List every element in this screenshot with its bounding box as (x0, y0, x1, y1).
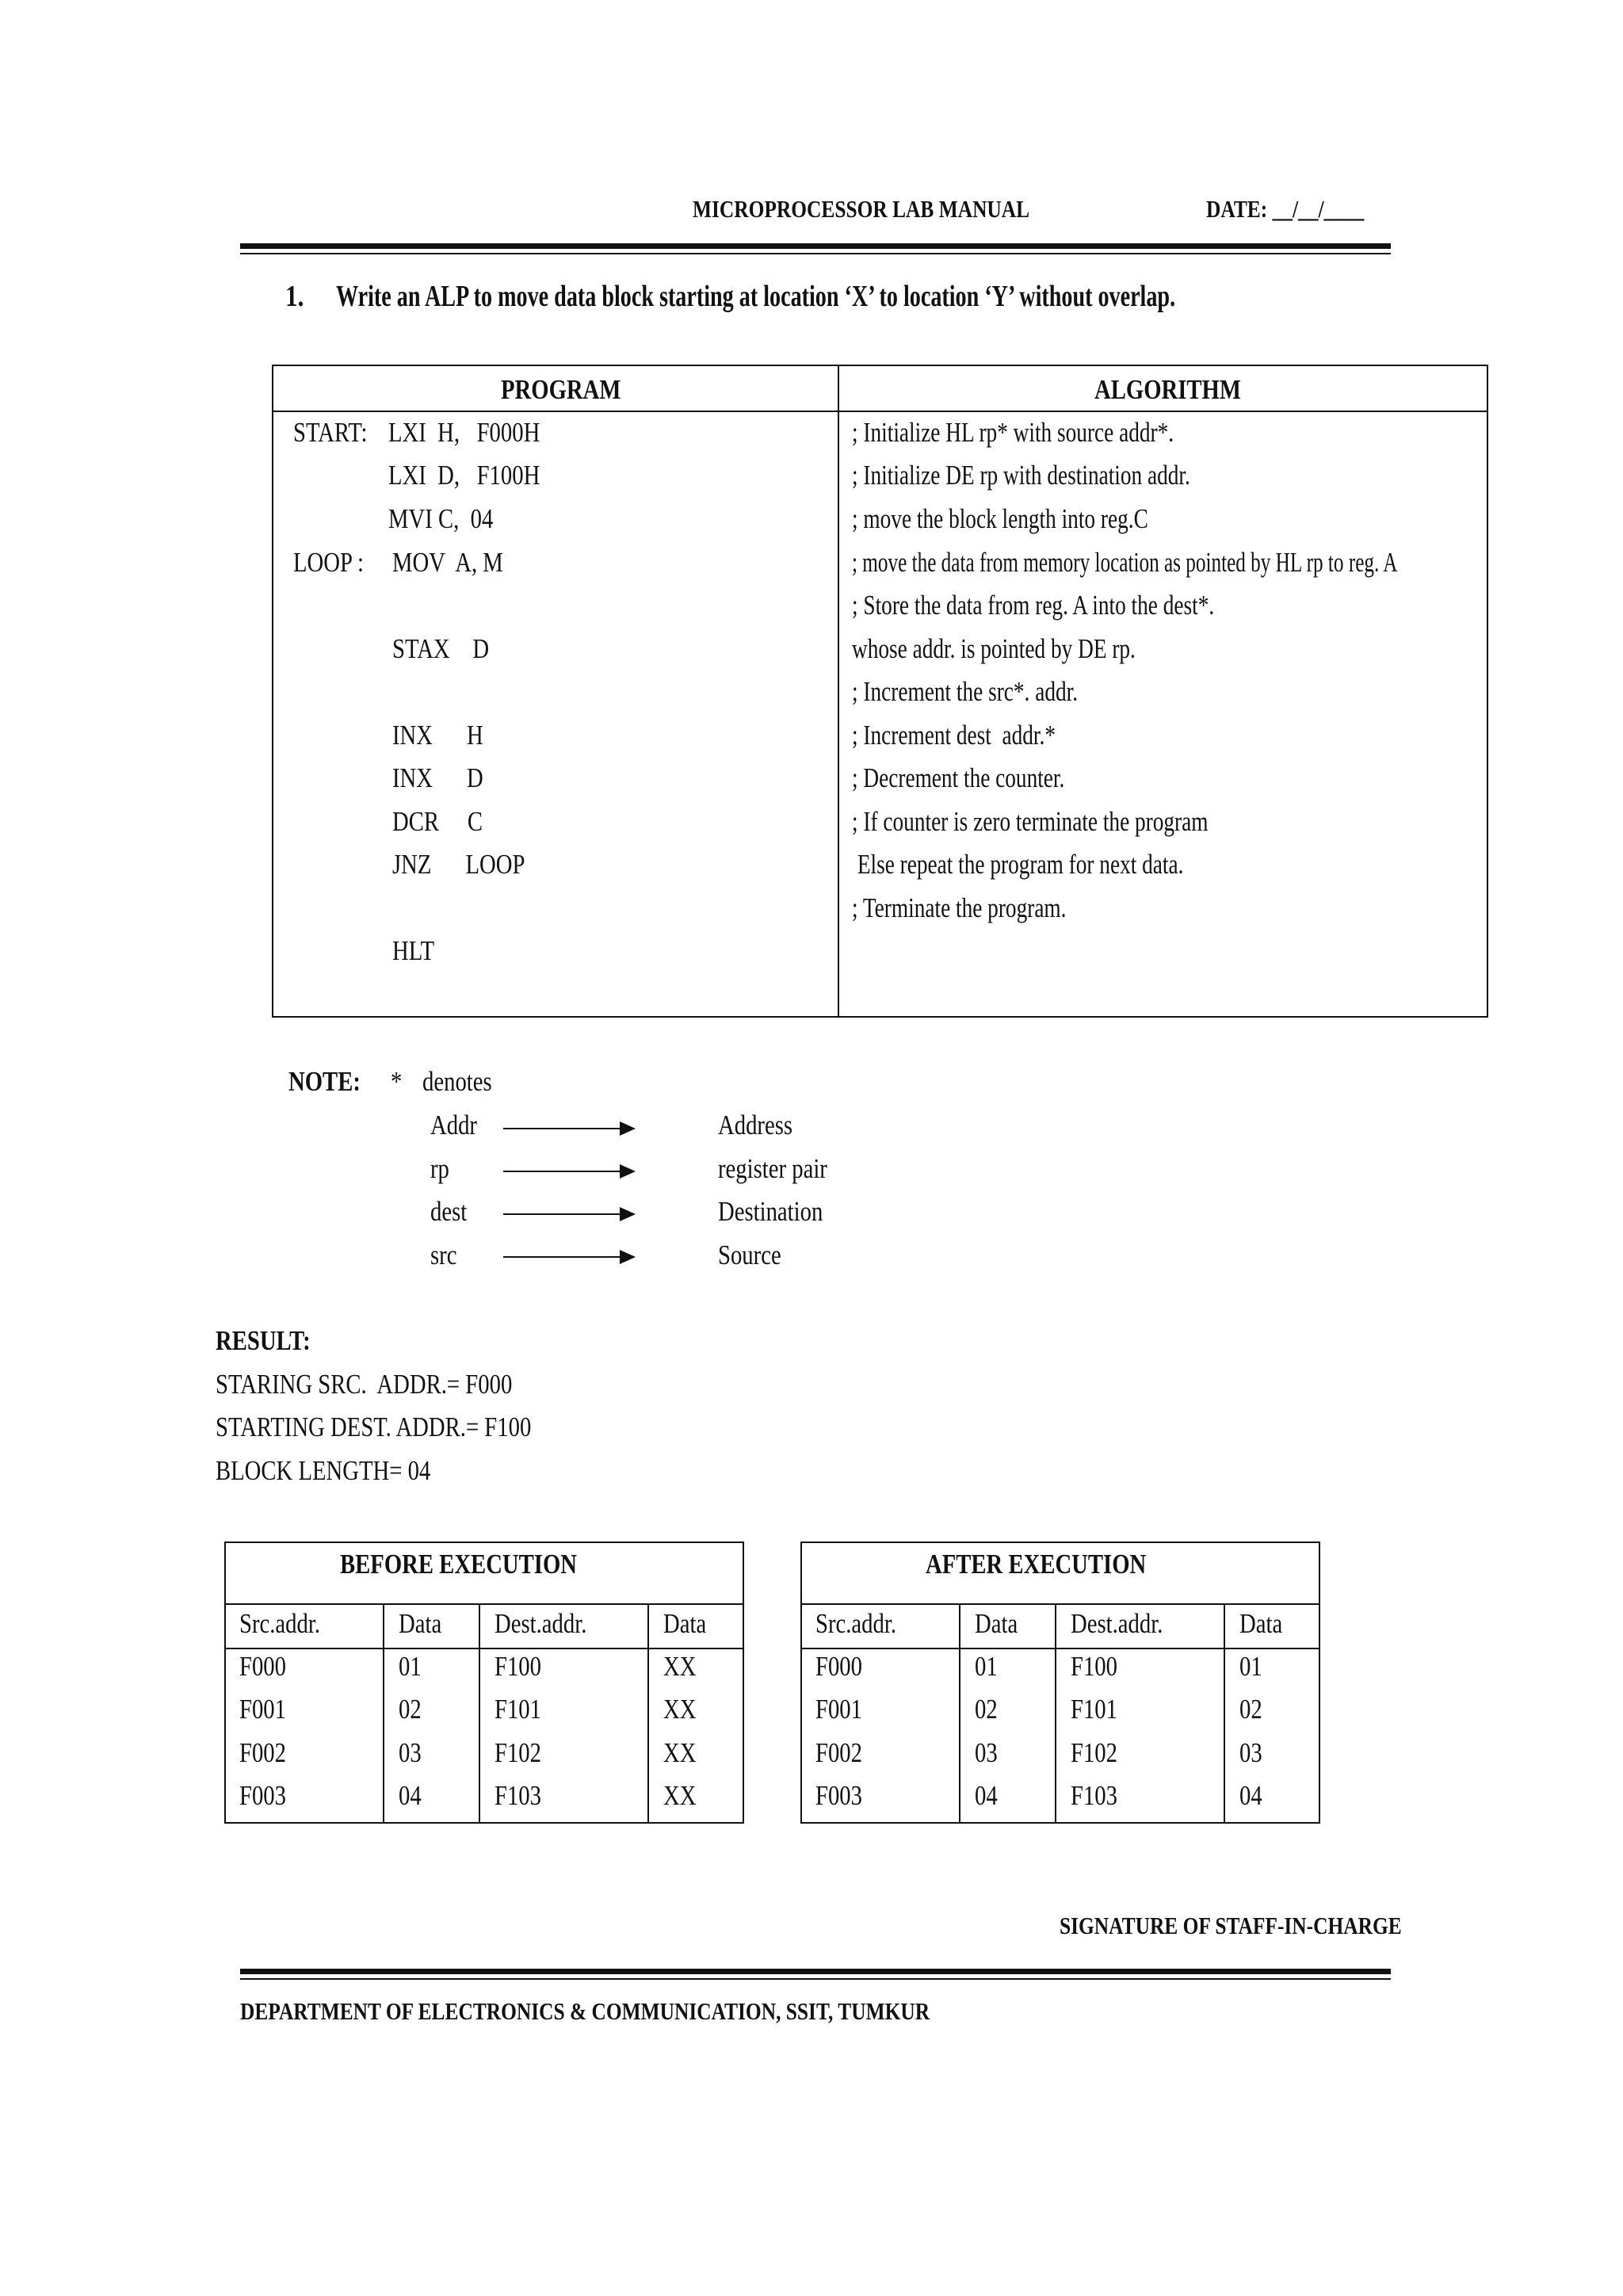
table-cell: 04 (1239, 1780, 1262, 1811)
note-star: * (391, 1066, 403, 1097)
algorithm-line: ; move the block length into reg.C (852, 503, 1148, 534)
date-field: DATE: __/__/____ (1206, 195, 1365, 223)
table-column-divider (838, 366, 839, 1016)
table-cell: XX (663, 1780, 697, 1811)
table-cell: F100 (495, 1651, 542, 1682)
table-cell: F003 (239, 1780, 287, 1811)
column-header-rule (226, 1648, 743, 1649)
header-title: MICROPROCESSOR LAB MANUAL (693, 195, 1030, 223)
question-text: Write an ALP to move data block starting at location ‘X’ to location ‘Y’ without overlap. (336, 280, 1176, 313)
before-execution-table (224, 1541, 744, 1824)
table-cell: 03 (399, 1737, 422, 1768)
table-cell: F002 (815, 1737, 863, 1768)
note-denotes: denotes (422, 1066, 492, 1097)
table-cell: F001 (239, 1694, 287, 1725)
table-cell: XX (663, 1651, 697, 1682)
table-cell: 01 (1239, 1651, 1262, 1682)
note-abbr: Addr (430, 1110, 477, 1140)
program-line: MOV A, M (392, 547, 503, 578)
column-header: Dest.addr. (1071, 1608, 1163, 1639)
algorithm-line: ; Decrement the counter. (852, 762, 1065, 793)
algorithm-line: ; Initialize HL rp* with source addr*. (852, 417, 1174, 448)
result-line: STARING SRC. ADDR.= F000 (216, 1369, 513, 1400)
algorithm-line: whose addr. is pointed by DE rp. (852, 633, 1136, 664)
algorithm-line: ; Initialize DE rp with destination addr. (852, 460, 1190, 491)
result-line: STARTING DEST. ADDR.= F100 (216, 1412, 532, 1442)
column-header: Data (663, 1608, 707, 1639)
column-header: Src.addr. (815, 1608, 897, 1639)
algorithm-line: Else repeat the program for next data. (852, 849, 1184, 880)
result-line: BLOCK LENGTH= 04 (216, 1455, 431, 1486)
footer-rule-thick (240, 1969, 1391, 1974)
signature-label: SIGNATURE OF STAFF-IN-CHARGE (1060, 1912, 1402, 1939)
note-meaning: Source (718, 1240, 781, 1270)
column-header: Data (399, 1608, 442, 1639)
note-meaning: Address (718, 1110, 793, 1140)
department-footer: DEPARTMENT OF ELECTRONICS & COMMUNICATION, SSIT, TUMKUR (240, 1997, 930, 2025)
algorithm-line: ; Increment the src*. addr. (852, 676, 1079, 707)
header-rule-thick (240, 243, 1391, 249)
after-execution-table (800, 1541, 1320, 1824)
before-execution-title: BEFORE EXECUTION (226, 1543, 743, 1605)
note-label: NOTE: (288, 1066, 361, 1097)
algorithm-column-header: ALGORITHM (1094, 374, 1241, 405)
arrow-icon (503, 1171, 634, 1172)
column-header: Data (975, 1608, 1018, 1639)
column-header: Src.addr. (239, 1608, 321, 1639)
column-divider (383, 1603, 384, 1822)
arrow-icon (503, 1256, 634, 1258)
table-cell: F101 (495, 1694, 542, 1725)
table-cell: 04 (975, 1780, 998, 1811)
header-rule-thin (240, 253, 1391, 254)
program-label-start: START: (293, 417, 368, 448)
algorithm-line: ; If counter is zero terminate the program (852, 806, 1209, 837)
program-line: STAX D (392, 633, 490, 664)
table-cell: 01 (975, 1651, 998, 1682)
algorithm-line: ; move the data from memory location as pointed by HL rp to reg. A (852, 547, 1398, 578)
column-divider (1224, 1603, 1225, 1822)
note-meaning: register pair (718, 1153, 827, 1184)
column-divider (959, 1603, 960, 1822)
table-cell: XX (663, 1737, 697, 1768)
footer-rule-thin (240, 1978, 1391, 1980)
column-divider (647, 1603, 649, 1822)
table-cell: 03 (1239, 1737, 1262, 1768)
column-divider (479, 1603, 480, 1822)
question-number: 1. (285, 280, 304, 313)
algorithm-line: ; Terminate the program. (852, 892, 1067, 923)
table-cell: 01 (399, 1651, 422, 1682)
program-line: HLT (392, 935, 435, 966)
arrow-icon (503, 1128, 634, 1129)
table-cell: F000 (815, 1651, 863, 1682)
table-cell: F001 (815, 1694, 863, 1725)
table-cell: F002 (239, 1737, 287, 1768)
table-header-rule (273, 411, 1487, 412)
table-cell: F103 (495, 1780, 542, 1811)
table-cell: XX (663, 1694, 697, 1725)
table-cell: F000 (239, 1651, 287, 1682)
table-cell: 03 (975, 1737, 998, 1768)
table-cell: F100 (1071, 1651, 1118, 1682)
program-line: INX D (392, 762, 483, 793)
table-cell: F101 (1071, 1694, 1118, 1725)
column-divider (1055, 1603, 1056, 1822)
program-line: DCR C (392, 806, 483, 837)
note-meaning: Destination (718, 1196, 823, 1227)
column-header: Data (1239, 1608, 1283, 1639)
after-execution-title: AFTER EXECUTION (802, 1543, 1319, 1605)
table-cell: 04 (399, 1780, 422, 1811)
table-cell: F102 (495, 1737, 542, 1768)
program-line: JNZ LOOP (392, 849, 525, 880)
note-abbr: rp (430, 1153, 449, 1184)
column-header-rule (802, 1648, 1319, 1649)
table-cell: 02 (1239, 1694, 1262, 1725)
table-cell: 02 (975, 1694, 998, 1725)
program-line: LXI D, F100H (388, 460, 540, 491)
table-cell: 02 (399, 1694, 422, 1725)
program-line: INX H (392, 720, 483, 751)
program-column-header: PROGRAM (501, 374, 621, 405)
algorithm-line: ; Increment dest addr.* (852, 720, 1056, 751)
algorithm-line: ; Store the data from reg. A into the dest*. (852, 590, 1215, 621)
program-line: MVI C, 04 (388, 503, 494, 534)
program-line: LXI H, F000H (388, 417, 540, 448)
table-cell: F003 (815, 1780, 863, 1811)
program-label-loop: LOOP : (293, 547, 365, 578)
note-abbr: src (430, 1240, 457, 1270)
table-cell: F103 (1071, 1780, 1118, 1811)
arrow-icon (503, 1213, 634, 1215)
note-abbr: dest (430, 1196, 468, 1227)
column-header: Dest.addr. (495, 1608, 587, 1639)
table-cell: F102 (1071, 1737, 1118, 1768)
program-algorithm-table (272, 365, 1488, 1018)
result-heading: RESULT: (216, 1325, 311, 1356)
